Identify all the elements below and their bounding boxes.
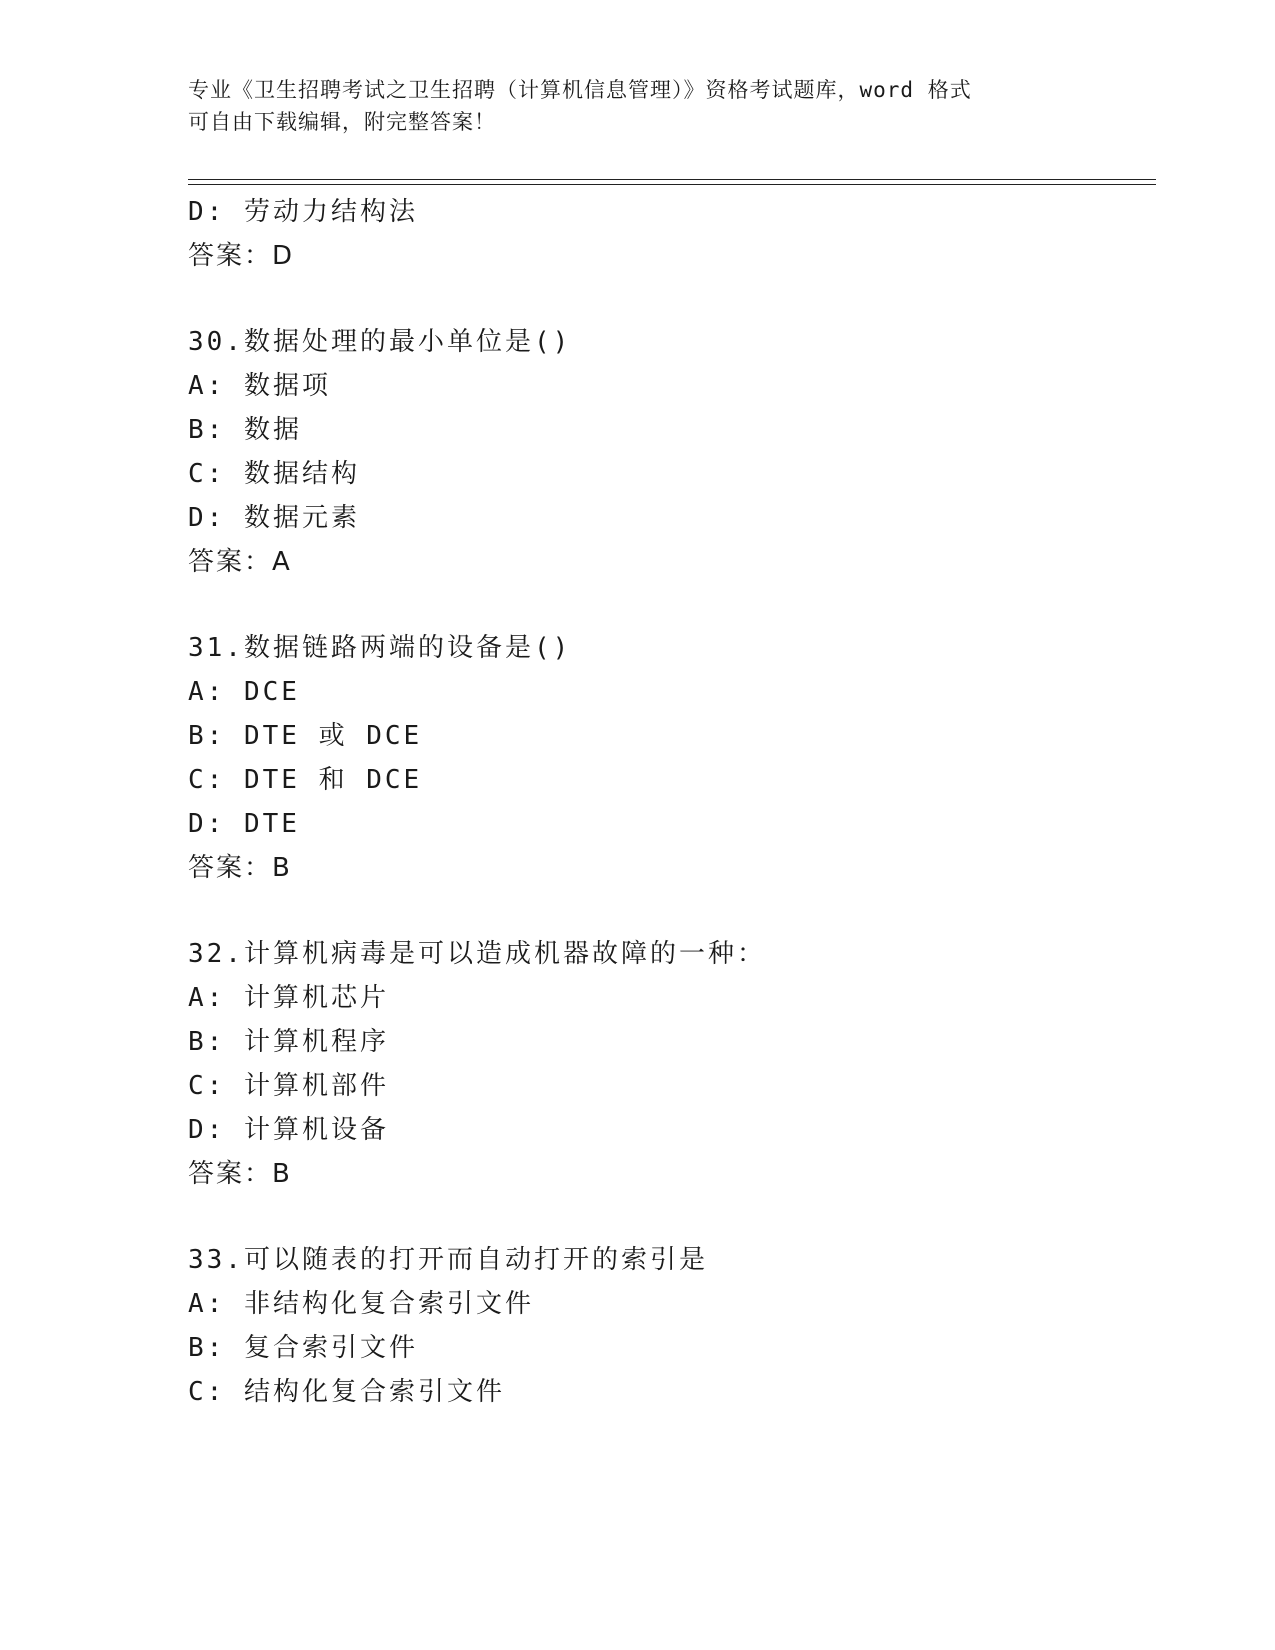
- option-line: C: 计算机部件: [188, 1071, 389, 1101]
- option-line: B: 数据: [188, 415, 302, 445]
- header-line-1: 专业《卫生招聘考试之卫生招聘（计算机信息管理）》资格考试题库，word 格式: [188, 78, 972, 102]
- option-line: A: DCE: [188, 677, 300, 707]
- option-line: D: DTE: [188, 809, 300, 839]
- option-line: C: 数据结构: [188, 459, 360, 489]
- question-line: 31.数据链路两端的设备是(): [188, 633, 572, 663]
- answer-line: 答案：A: [188, 547, 292, 577]
- header-line-2: 可自由下载编辑，附完整答案！: [188, 110, 496, 134]
- answer-line: 答案：D: [188, 241, 295, 271]
- option-line: C: 结构化复合索引文件: [188, 1377, 505, 1407]
- option-line: D: 计算机设备: [188, 1115, 389, 1145]
- option-line: D: 数据元素: [188, 503, 360, 533]
- question-line: 32.计算机病毒是可以造成机器故障的一种：: [188, 939, 766, 969]
- header-divider-bottom: [188, 184, 1156, 185]
- option-line: B: 计算机程序: [188, 1027, 389, 1057]
- document-header: [188, 74, 1088, 138]
- option-line: B: 复合索引文件: [188, 1333, 418, 1363]
- answer-line: 答案：B: [188, 853, 292, 883]
- option-line: A: 计算机芯片: [188, 983, 389, 1013]
- option-line: C: DTE 和 DCE: [188, 765, 423, 795]
- option-line: B: DTE 或 DCE: [188, 721, 423, 751]
- question-line: 33.可以随表的打开而自动打开的索引是: [188, 1245, 708, 1275]
- answer-line: 答案：B: [188, 1159, 292, 1189]
- option-line: A: 非结构化复合索引文件: [188, 1289, 534, 1319]
- option-line: A: 数据项: [188, 371, 331, 401]
- question-line: 30.数据处理的最小单位是(): [188, 327, 572, 357]
- header-divider-top: [188, 179, 1156, 180]
- option-line: D: 劳动力结构法: [188, 197, 418, 227]
